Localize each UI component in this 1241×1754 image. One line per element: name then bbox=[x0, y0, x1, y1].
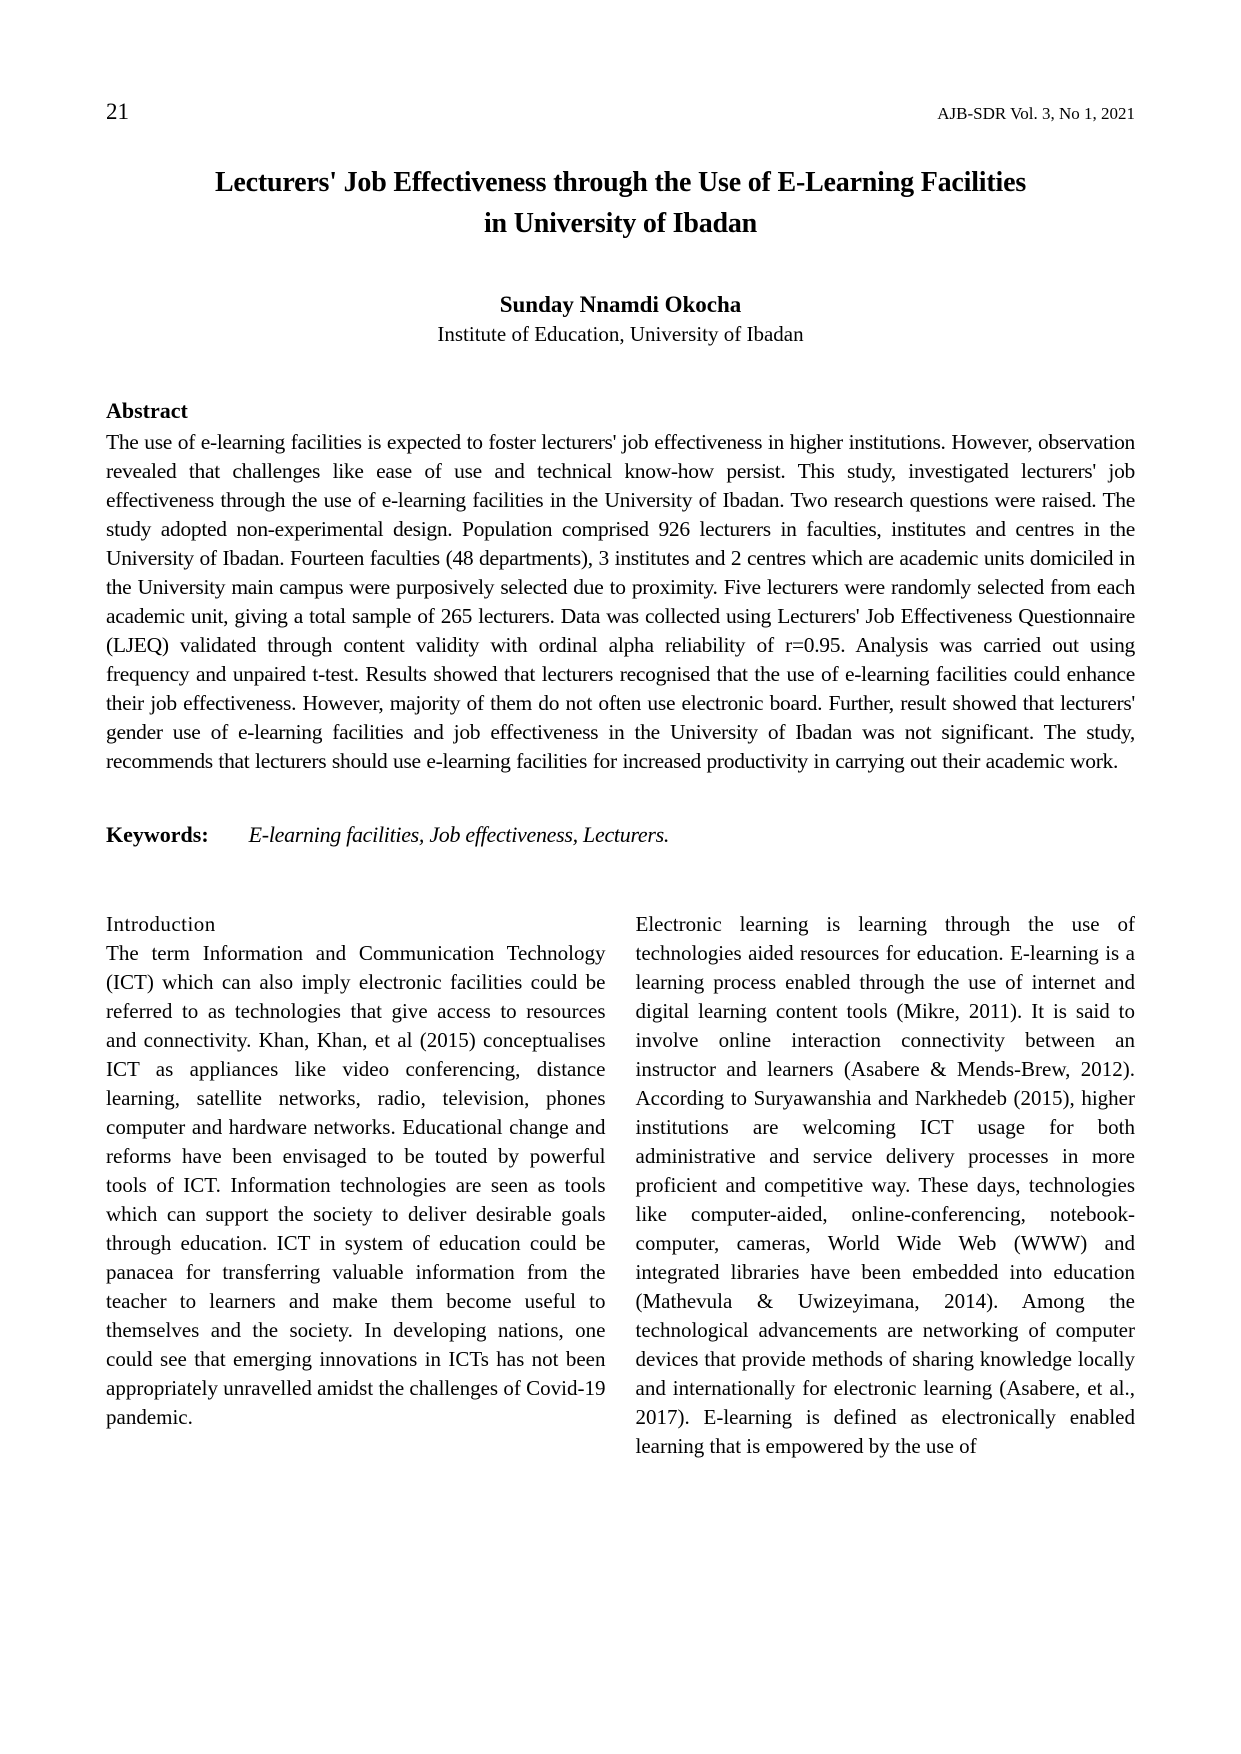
page-number: 21 bbox=[106, 99, 129, 124]
paper-title-line2: in University of Ibadan bbox=[483, 207, 758, 239]
abstract-section bbox=[106, 397, 1135, 776]
introduction-heading: Introduction bbox=[106, 912, 216, 937]
keywords-row bbox=[106, 822, 1135, 848]
right-column bbox=[636, 910, 1136, 1461]
author-name: Sunday Nnamdi Okocha bbox=[499, 292, 742, 318]
byline bbox=[106, 290, 1135, 349]
left-column-paragraph: The term Information and Communication Technology (ICT) which can also imply electronic facilities could be referred to as technologies that give access to resources and connectivity. Khan, Khan, et al (2015) conceptualises ICT as appliances like video conferencing, distance learning, satellite networks, radio, television, phones computer and hardware networks. Educational change and reforms have been envisaged to be touted by powerful tools of ICT. Information technologies are seen as tools which can support the society to deliver desirable goals through education. ICT in system of education could be panacea for transferring valuable information from the teacher to learners and make them become useful to themselves and the society. In developing nations, one could see that emerging innovations in ICTs has not been appropriately unravelled amidst the challenges of Covid-19 pandemic. bbox=[106, 941, 606, 1430]
keywords-label: Keywords: bbox=[106, 822, 209, 848]
abstract-text: The use of e-learning facilities is expected to foster lecturers' job effectiveness in higher institutions. However, observation revealed that challenges like ease of use and technical know-how persist. This study, investigated lecturers' job effectiveness through the use of e-learning facilities in the University of Ibadan. Two research questions were raised. The study adopted non-experimental design. Population comprised 926 lecturers in faculties, institutes and centres in the University of Ibadan. Fourteen faculties (48 departments), 3 institutes and 2 centres which are academic units domiciled in the University main campus were purposively selected due to proximity. Five lecturers were randomly selected from each academic unit, giving a total sample of 265 lecturers. Data was collected using Lecturers' Job Effectiveness Questionnaire (LJEQ) validated through content validity with ordinal alpha reliability of r=0.95. Analysis was carried out using frequency and unpaired t-test. Results showed that lecturers recognised that the use of e-learning facilities could enhance their job effectiveness. However, majority of them do not often use electronic board. Further, result showed that lecturers' gender use of e-learning facilities and job effectiveness in the University of Ibadan was not significant. The study, recommends that lecturers should use e-learning facilities for increased productivity in carrying out their academic work. bbox=[106, 430, 1135, 774]
paper-title bbox=[106, 163, 1135, 244]
page-header bbox=[106, 100, 1135, 123]
left-column bbox=[106, 910, 606, 1461]
journal-header: AJB-SDR Vol. 3, No 1, 2021 bbox=[937, 104, 1135, 123]
author-affiliation: Institute of Education, University of Ibadan bbox=[437, 322, 804, 347]
right-column-paragraph: Electronic learning is learning through the use of technologies aided resources for education. E-learning is a learning process enabled through the use of internet and digital learning content tools (Mikre, 2011). It is said to involve online interaction connectivity between an instructor and learners (Asabere & Mends-Brew, 2012). According to Suryawanshia and Narkhedeb (2015), higher institutions are welcoming ICT usage for both administrative and service delivery processes in more proficient and competitive way. These days, technologies like computer-aided, online-conferencing, notebook-computer, cameras, World Wide Web (WWW) and integrated libraries have been embedded into education (Mathevula & Uwizeyimana, 2014). Among the technological advancements are networking of computer devices that provide methods of sharing knowledge locally and internationally for electronic learning (Asabere, et al., 2017). E-learning is defined as electronically enabled learning that is empowered by the use of bbox=[635, 912, 1135, 1459]
abstract-heading: Abstract bbox=[106, 398, 188, 424]
body-columns bbox=[106, 910, 1135, 1461]
keywords-text: E-learning facilities, Job effectiveness, Lecturers. bbox=[248, 822, 670, 848]
paper-title-line1: Lecturers' Job Effectiveness through the Use of E-Learning Facilities bbox=[214, 167, 1027, 198]
